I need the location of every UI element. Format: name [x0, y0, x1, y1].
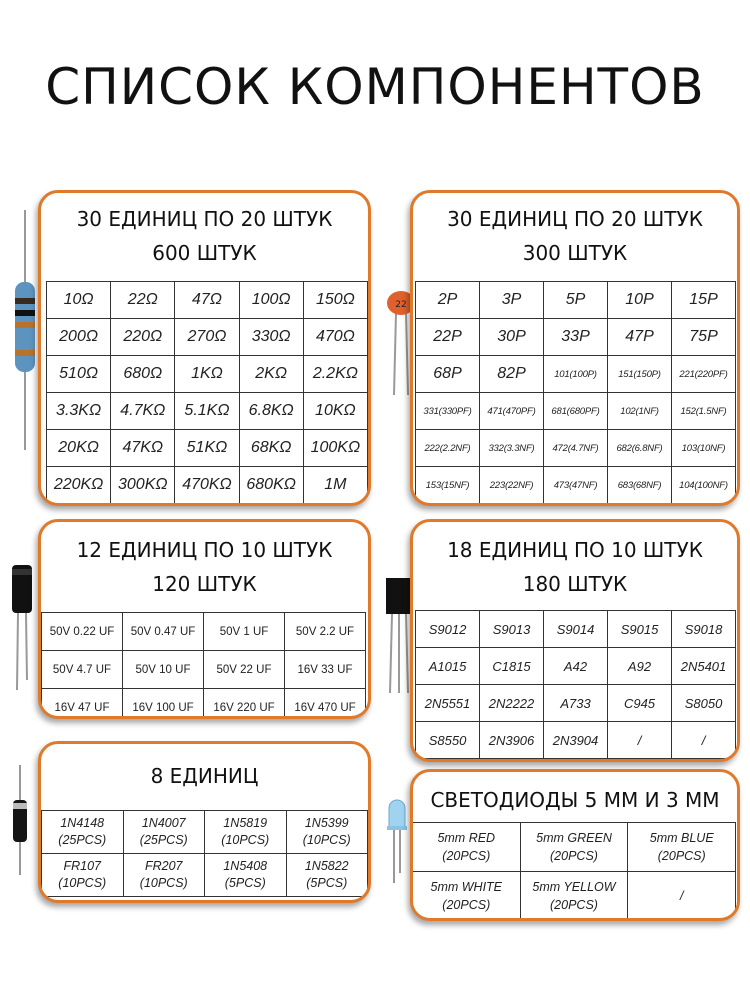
table-cell: 6.8KΩ — [239, 393, 303, 430]
table-cell: 10KΩ — [303, 393, 367, 430]
table-cell: 200Ω — [47, 319, 111, 356]
table-cell: 510Ω — [47, 356, 111, 393]
table-cell: S9014 — [544, 611, 608, 648]
table-cell: 47KΩ — [111, 430, 175, 467]
cell-line: 5mm RED — [437, 831, 496, 845]
table-row — [42, 613, 366, 651]
table-cell: 220KΩ — [47, 467, 111, 504]
diode-table — [41, 810, 368, 897]
table-cell: S9013 — [480, 611, 544, 648]
table-cell — [520, 823, 628, 872]
table-cell: S9012 — [416, 611, 480, 648]
capacitor-table — [415, 281, 736, 504]
table-cell: 471(470PF) — [480, 393, 544, 430]
cell-line: FR207 — [144, 859, 183, 873]
led-table — [412, 822, 736, 921]
table-cell: 150Ω — [303, 282, 367, 319]
table-cell: 270Ω — [175, 319, 239, 356]
capacitor-header-line2: 300 ШТУК — [522, 241, 628, 265]
table-cell: 1M — [303, 467, 367, 504]
table-cell: 2N5401 — [672, 648, 736, 685]
electrolytic-table — [41, 612, 366, 719]
led-icon — [386, 798, 408, 883]
cell-line: (20PCS) — [442, 849, 491, 863]
table-cell: 1KΩ — [175, 356, 239, 393]
electrolytic-capacitor-icon — [8, 565, 36, 690]
table-cell: 103(10NF) — [672, 430, 736, 467]
electrolytic-header-line2: 120 ШТУК — [152, 572, 257, 596]
table-cell: 470Ω — [303, 319, 367, 356]
table-cell — [286, 811, 368, 854]
table-cell: 153(15NF) — [416, 467, 480, 504]
cell-line: / — [679, 889, 684, 903]
table-cell: 2P — [416, 282, 480, 319]
table-cell: 22P — [416, 319, 480, 356]
table-row — [42, 651, 366, 689]
diode-icon — [10, 765, 30, 875]
table-cell: C1815 — [480, 648, 544, 685]
table-cell: 50V 1 UF — [204, 613, 285, 651]
table-cell: 332(3.3NF) — [480, 430, 544, 467]
table-cell: 221(220PF) — [672, 356, 736, 393]
table-row — [416, 685, 736, 722]
cell-line: (10PCS) — [221, 833, 270, 847]
table-cell: A733 — [544, 685, 608, 722]
table-row — [416, 282, 736, 319]
cell-line: 1N5819 — [223, 816, 268, 830]
table-cell: 50V 22 UF — [204, 651, 285, 689]
table-row — [47, 467, 368, 504]
table-cell: 50V 10 UF — [123, 651, 204, 689]
table-cell: 2.2KΩ — [303, 356, 367, 393]
table-cell: 50V 0.47 UF — [123, 613, 204, 651]
table-cell: 2N2222 — [480, 685, 544, 722]
table-row — [47, 319, 368, 356]
table-cell: 222(2.2NF) — [416, 430, 480, 467]
table-cell — [628, 823, 736, 872]
cell-line: 5mm YELLOW — [532, 880, 616, 894]
cell-line: (20PCS) — [442, 898, 491, 912]
table-cell — [123, 854, 205, 897]
table-row — [416, 319, 736, 356]
table-cell: 82P — [480, 356, 544, 393]
table-cell: 75P — [672, 319, 736, 356]
table-cell: 3P — [480, 282, 544, 319]
table-cell: 16V 100 UF — [123, 689, 204, 720]
ceramic-capacitor-label: 22 — [395, 300, 407, 310]
table-cell: 68P — [416, 356, 480, 393]
table-cell: 20KΩ — [47, 430, 111, 467]
table-cell: 10P — [608, 282, 672, 319]
cell-line: 1N5408 — [223, 859, 268, 873]
table-row — [416, 356, 736, 393]
table-cell: 51KΩ — [175, 430, 239, 467]
table-cell: 2N5551 — [416, 685, 480, 722]
transistor-header-line2: 180 ШТУК — [522, 572, 628, 596]
table-cell — [205, 854, 287, 897]
table-cell: 683(68NF) — [608, 467, 672, 504]
page-title: СПИСОК КОМПОНЕНТОВ — [45, 58, 705, 116]
table-cell: S9018 — [672, 611, 736, 648]
table-cell: 30P — [480, 319, 544, 356]
table-cell — [42, 811, 124, 854]
diode-panel — [38, 741, 371, 903]
table-cell — [286, 854, 368, 897]
table-row — [42, 689, 366, 720]
table-cell: A92 — [608, 648, 672, 685]
table-cell — [628, 872, 736, 921]
table-cell: 2N3906 — [480, 722, 544, 759]
resistor-icon — [8, 210, 42, 450]
electrolytic-header-line1: 12 ЕДИНИЦ ПО 10 ШТУК — [76, 538, 333, 562]
table-cell — [413, 823, 521, 872]
resistor-panel — [38, 190, 371, 506]
table-cell: 68KΩ — [239, 430, 303, 467]
table-cell: 680KΩ — [239, 467, 303, 504]
table-cell — [42, 854, 124, 897]
table-row — [413, 872, 736, 921]
cell-line: (5PCS) — [306, 876, 348, 890]
table-row — [416, 430, 736, 467]
table-cell: 5.1KΩ — [175, 393, 239, 430]
table-cell: 47Ω — [175, 282, 239, 319]
table-cell: 15P — [672, 282, 736, 319]
table-row — [47, 393, 368, 430]
table-cell: 102(1NF) — [608, 393, 672, 430]
table-cell: 50V 2.2 UF — [285, 613, 366, 651]
transistor-table — [415, 610, 736, 759]
resistor-header-line1: 30 ЕДИНИЦ ПО 20 ШТУК — [76, 207, 333, 231]
cell-line: 1N4148 — [60, 816, 105, 830]
table-cell: 100KΩ — [303, 430, 367, 467]
table-row — [416, 393, 736, 430]
table-row — [42, 854, 368, 897]
table-cell — [413, 872, 521, 921]
cell-line: 1N5822 — [304, 859, 349, 873]
table-cell: 152(1.5NF) — [672, 393, 736, 430]
table-cell: 681(680PF) — [544, 393, 608, 430]
table-cell: 473(47NF) — [544, 467, 608, 504]
electrolytic-panel — [38, 519, 371, 719]
cell-line: 5mm GREEN — [536, 831, 612, 845]
table-row — [413, 823, 736, 872]
table-cell: 33P — [544, 319, 608, 356]
cell-line: (25PCS) — [139, 833, 188, 847]
table-cell: 101(100P) — [544, 356, 608, 393]
led-header-line1: СВЕТОДИОДЫ 5 ММ И 3 ММ — [430, 788, 720, 812]
cell-line: FR107 — [63, 859, 102, 873]
cell-line: (10PCS) — [139, 876, 188, 890]
table-cell: A42 — [544, 648, 608, 685]
table-row — [416, 648, 736, 685]
table-row — [416, 467, 736, 504]
table-row — [47, 356, 368, 393]
cell-line: (20PCS) — [550, 898, 598, 912]
cell-line: (10PCS) — [302, 833, 351, 847]
table-cell: 104(100NF) — [672, 467, 736, 504]
table-cell: / — [608, 722, 672, 759]
table-cell: 330Ω — [239, 319, 303, 356]
table-row — [47, 282, 368, 319]
cell-line: 5mm BLUE — [649, 831, 714, 845]
table-cell: 16V 220 UF — [204, 689, 285, 720]
table-cell: 682(6.8NF) — [608, 430, 672, 467]
table-cell: 50V 4.7 UF — [42, 651, 123, 689]
table-cell: 300KΩ — [111, 467, 175, 504]
table-cell: 22Ω — [111, 282, 175, 319]
resistor-table — [46, 281, 368, 504]
table-cell: 472(4.7NF) — [544, 430, 608, 467]
table-cell: 2N3904 — [544, 722, 608, 759]
table-cell: 223(22NF) — [480, 467, 544, 504]
table-cell: C945 — [608, 685, 672, 722]
led-panel — [410, 769, 740, 921]
cell-line: 5mm WHITE — [430, 880, 503, 894]
table-cell: 151(150P) — [608, 356, 672, 393]
diode-header-line1: 8 ЕДИНИЦ — [150, 764, 259, 788]
cell-line: (20PCS) — [550, 849, 598, 863]
table-cell: 16V 33 UF — [285, 651, 366, 689]
transistor-panel — [410, 519, 740, 762]
cell-line: (10PCS) — [58, 876, 107, 890]
cell-line: (20PCS) — [657, 849, 706, 863]
table-cell: 16V 47 UF — [42, 689, 123, 720]
resistor-header-line2: 600 ШТУК — [152, 241, 257, 265]
transistor-header-line1: 18 ЕДИНИЦ ПО 10 ШТУК — [447, 538, 703, 562]
cell-line: (25PCS) — [58, 833, 107, 847]
table-cell: 4.7KΩ — [111, 393, 175, 430]
table-cell: 50V 0.22 UF — [42, 613, 123, 651]
table-cell: 10Ω — [47, 282, 111, 319]
table-row — [416, 611, 736, 648]
table-cell: A1015 — [416, 648, 480, 685]
table-cell — [205, 811, 287, 854]
table-cell: 47P — [608, 319, 672, 356]
cell-line: (5PCS) — [224, 876, 266, 890]
table-cell: 3.3KΩ — [47, 393, 111, 430]
table-cell: 331(330PF) — [416, 393, 480, 430]
table-cell: 16V 470 UF — [285, 689, 366, 720]
table-cell: 5P — [544, 282, 608, 319]
capacitor-panel — [410, 190, 740, 506]
table-cell: 680Ω — [111, 356, 175, 393]
table-cell — [520, 872, 628, 921]
cell-line: 1N4007 — [141, 816, 186, 830]
table-cell: S9015 — [608, 611, 672, 648]
table-row — [47, 430, 368, 467]
table-row — [42, 811, 368, 854]
table-cell: 100Ω — [239, 282, 303, 319]
cell-line: 1N5399 — [304, 816, 349, 830]
table-cell: S8050 — [672, 685, 736, 722]
table-row — [416, 722, 736, 759]
table-cell: 220Ω — [111, 319, 175, 356]
table-cell: S8550 — [416, 722, 480, 759]
table-cell: 470KΩ — [175, 467, 239, 504]
table-cell — [123, 811, 205, 854]
table-cell: / — [672, 722, 736, 759]
table-cell: 2KΩ — [239, 356, 303, 393]
capacitor-header-line1: 30 ЕДИНИЦ ПО 20 ШТУК — [447, 207, 703, 231]
